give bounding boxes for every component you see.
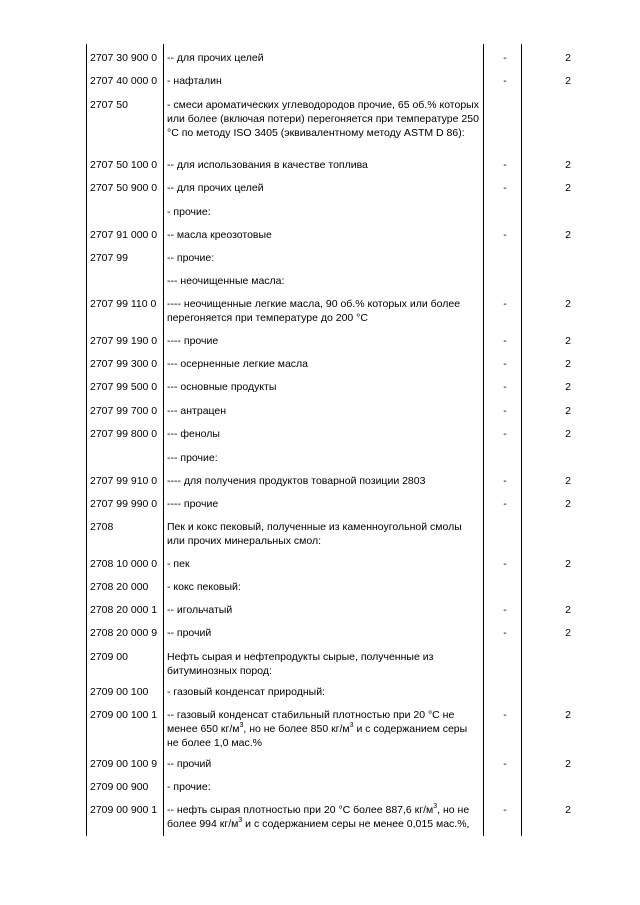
superscript: 3 — [238, 816, 243, 824]
column3-cell: - — [503, 75, 507, 87]
column3-cell: - — [503, 358, 507, 370]
code-cell: 2709 00 100 9 — [90, 758, 158, 770]
column4-cell: 2 — [565, 475, 571, 487]
code-cell: 2708 20 000 — [90, 581, 149, 593]
table-border-code-desc — [163, 44, 164, 836]
code-cell: 2707 99 990 0 — [90, 498, 158, 510]
column3-cell: - — [503, 498, 507, 510]
code-cell: 2709 00 — [90, 651, 128, 663]
description-text-part: -- газовый конденсат стабильный плотностью при 20 °С не менее 650 кг/м — [167, 709, 455, 735]
description-cell: -- для использования в качестве топлива — [167, 159, 368, 171]
description-cell: -- игольчатый — [167, 604, 233, 616]
column4-cell: 2 — [565, 298, 571, 310]
column4-cell: 2 — [565, 182, 571, 194]
code-cell: 2708 10 000 0 — [90, 558, 158, 570]
column3-cell: - — [503, 627, 507, 639]
description-cell: -- для прочих целей — [167, 182, 264, 194]
code-cell: 2707 99 — [90, 252, 128, 264]
description-cell: -- прочий — [167, 627, 212, 639]
description-cell: - прочие: — [167, 206, 211, 218]
description-cell: - нафталин — [167, 75, 222, 87]
code-cell: 2707 99 190 0 — [90, 335, 158, 347]
column4-cell: 2 — [565, 627, 571, 639]
description-cell — [167, 803, 479, 831]
description-cell: - газовый конденсат природный: — [167, 686, 325, 698]
code-cell: 2707 50 — [90, 99, 128, 111]
description-cell — [167, 708, 479, 750]
description-cell: - прочие: — [167, 781, 211, 793]
column3-cell: - — [503, 298, 507, 310]
code-cell: 2709 00 100 — [90, 686, 149, 698]
code-cell: 2707 99 910 0 — [90, 475, 158, 487]
code-cell: 2709 00 900 — [90, 781, 149, 793]
column3-cell: - — [503, 229, 507, 241]
code-cell: 2708 20 000 1 — [90, 604, 158, 616]
description-cell: ---- прочие — [167, 498, 219, 510]
superscript: 3 — [349, 721, 354, 729]
column4-cell: 2 — [565, 405, 571, 417]
superscript: 3 — [239, 721, 244, 729]
column3-cell: - — [503, 558, 507, 570]
description-cell: Нефть сырая и нефтепродукты сырые, полученные из битуминозных пород: — [167, 651, 434, 677]
description-cell: -- прочие: — [167, 252, 215, 264]
description-text-part: , но не более 994 кг/м — [167, 804, 470, 830]
superscript: 3 — [433, 802, 438, 810]
code-cell: 2709 00 100 1 — [90, 709, 158, 721]
description-cell: - кокс пековый: — [167, 581, 241, 593]
table-border-col3-col4 — [521, 44, 522, 836]
table-border-left — [86, 44, 87, 836]
column3-cell: - — [503, 804, 507, 816]
description-cell: --- неочищенные масла: — [167, 275, 285, 287]
description-cell: --- фенолы — [167, 428, 220, 440]
code-cell: 2707 40 000 0 — [90, 75, 158, 87]
column3-cell: - — [503, 475, 507, 487]
table-border-desc-col3 — [483, 44, 484, 836]
description-cell: ---- прочие — [167, 335, 219, 347]
description-cell: --- антрацен — [167, 405, 227, 417]
code-cell: 2707 91 000 0 — [90, 229, 158, 241]
column3-cell: - — [503, 405, 507, 417]
description-cell: - пек — [167, 558, 190, 570]
code-cell: 2707 99 500 0 — [90, 381, 158, 393]
description-text-part: -- нефть сырая плотностью при 20 °С более 887,6 кг/м — [167, 804, 434, 816]
description-cell: --- основные продукты — [167, 381, 277, 393]
column4-cell: 2 — [565, 604, 571, 616]
description-cell: -- прочий — [167, 758, 212, 770]
description-cell: ---- неочищенные легкие масла, 90 об.% которых или более перегоняется при температуре до 200 °С — [167, 298, 461, 324]
description-text-part: и с содержанием серы не менее 0,015 мас.%, — [242, 818, 470, 830]
description-cell: ---- для получения продуктов товарной позиции 2803 — [167, 475, 426, 487]
column4-cell: 2 — [565, 709, 571, 721]
column3-cell: - — [503, 159, 507, 171]
column4-cell: 2 — [565, 75, 571, 87]
code-cell: 2707 99 800 0 — [90, 428, 158, 440]
column4-cell: 2 — [565, 804, 571, 816]
description-text-part: и с содержанием серы не более 1,0 мас.% — [167, 723, 468, 749]
code-cell: 2707 30 900 0 — [90, 52, 158, 64]
description-cell: -- масла креозотовые — [167, 229, 272, 241]
column3-cell: - — [503, 758, 507, 770]
column3-cell: - — [503, 604, 507, 616]
column4-cell: 2 — [565, 358, 571, 370]
description-cell: Пек и кокс пековый, полученные из каменноугольной смолы или прочих минеральных смол: — [167, 521, 462, 547]
column3-cell: - — [503, 335, 507, 347]
column4-cell: 2 — [565, 335, 571, 347]
column4-cell: 2 — [565, 498, 571, 510]
code-cell: 2708 20 000 9 — [90, 627, 158, 639]
column3-cell: - — [503, 428, 507, 440]
column3-cell: - — [503, 381, 507, 393]
description-cell: --- осерненные легкие масла — [167, 358, 309, 370]
column4-cell: 2 — [565, 52, 571, 64]
column4-cell: 2 — [565, 159, 571, 171]
description-cell: - смеси ароматических углеводородов прочие, 65 об.% которых или более (включая потери) перегоняется при температуре 250 °С по методу ISO 3405 (эквивалентному методу ASTM D 86): — [167, 99, 479, 139]
column4-cell: 2 — [565, 428, 571, 440]
column3-cell: - — [503, 182, 507, 194]
column4-cell: 2 — [565, 558, 571, 570]
code-cell: 2707 50 900 0 — [90, 182, 158, 194]
column4-cell: 2 — [565, 381, 571, 393]
description-cell: --- прочие: — [167, 452, 218, 464]
description-text-part: , но не более 850 кг/м — [243, 723, 350, 735]
column3-cell: - — [503, 709, 507, 721]
code-cell: 2708 — [90, 521, 114, 533]
code-cell: 2707 99 700 0 — [90, 405, 158, 417]
code-cell: 2707 50 100 0 — [90, 159, 158, 171]
code-cell: 2709 00 900 1 — [90, 804, 158, 816]
column4-cell: 2 — [565, 758, 571, 770]
description-cell: -- для прочих целей — [167, 52, 264, 64]
code-cell: 2707 99 300 0 — [90, 358, 158, 370]
column3-cell: - — [503, 52, 507, 64]
column4-cell: 2 — [565, 229, 571, 241]
code-cell: 2707 99 110 0 — [90, 298, 157, 310]
